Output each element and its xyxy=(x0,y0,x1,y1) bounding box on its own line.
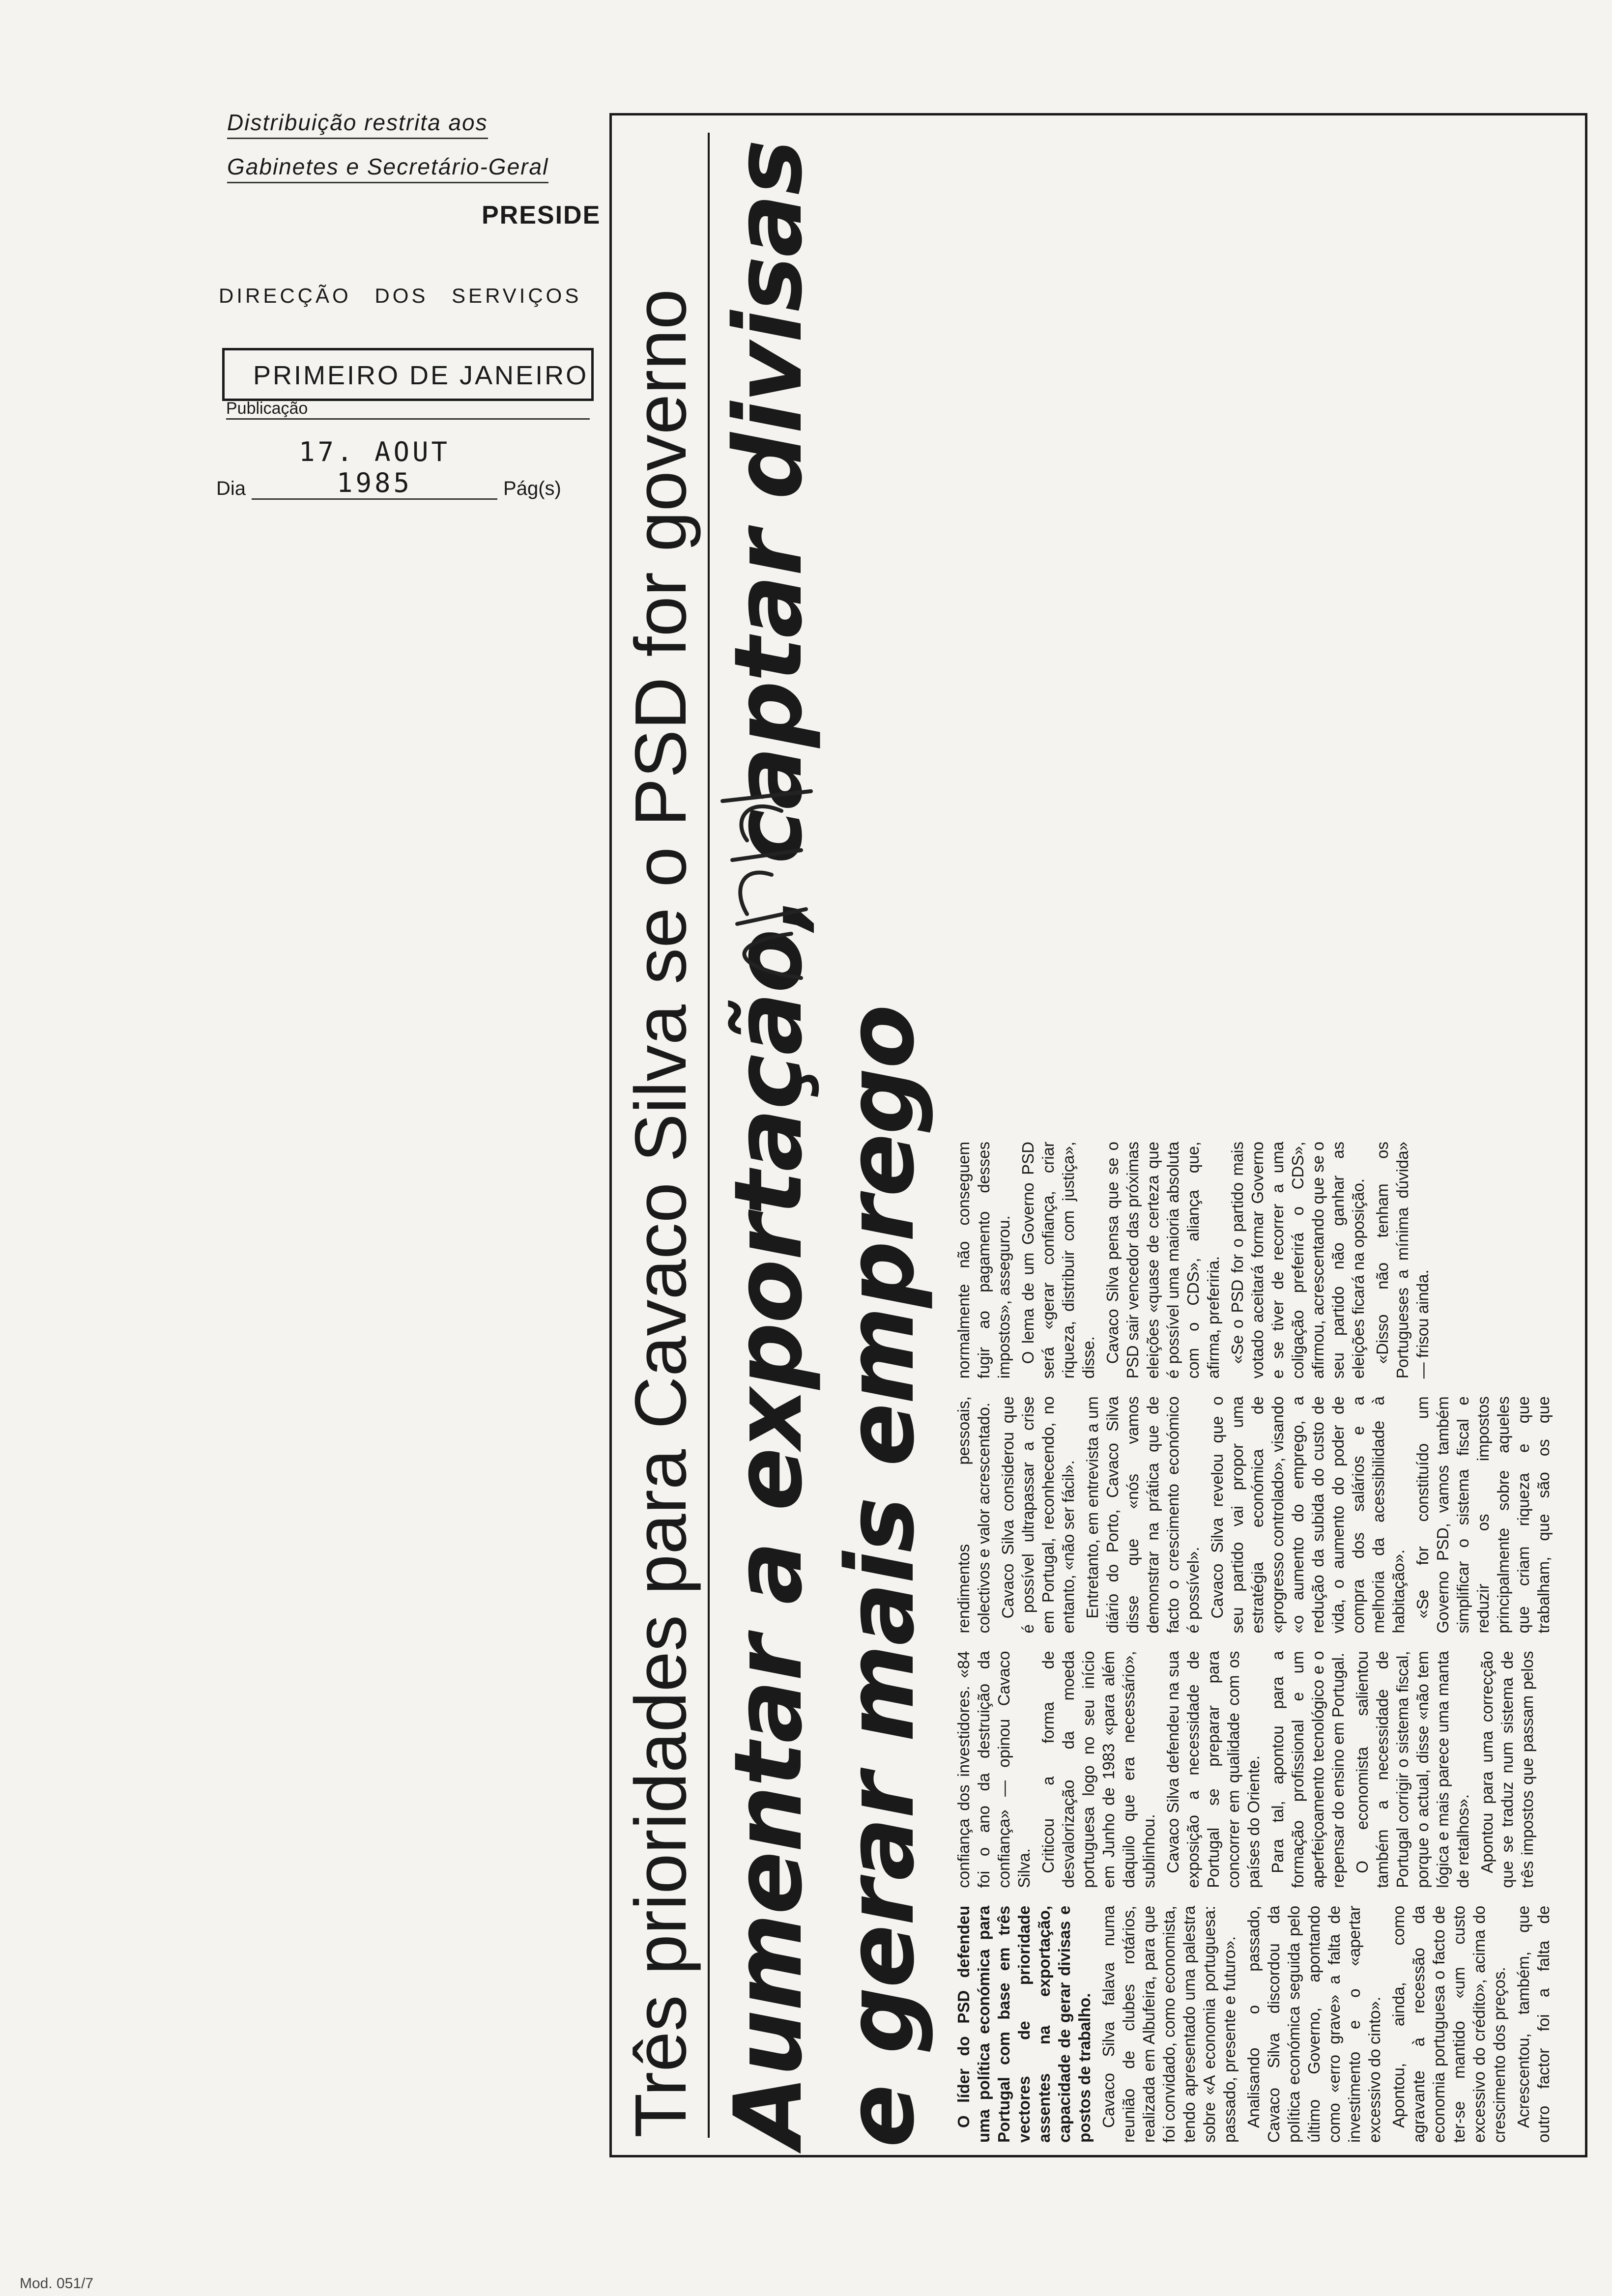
article-paragraph: «Se o PSD for o partido mais votado aceitará formar Governo e se tiver de recorrer a uma coligação preferirá o CDS», afirmou, acrescentando que se o seu partido não ganhar as eleições ficará na oposição. xyxy=(1228,1142,1367,1379)
department-label: DIRECÇÃO DOS SERVIÇOS xyxy=(219,284,582,307)
article-paragraph: Entretanto, em entrevista a um diário do Porto, Cavaco Silva disse que «nós vamos demonstrar na prática que de facto o crescimento económico é possível». xyxy=(1083,1396,1202,1634)
article-paragraph: O líder do PSD defendeu uma política económica para Portugal com base em três vectores de prioridade assentes na exportação, capacidade de gerar divisas e postos de trabalho. xyxy=(954,1905,1094,2143)
date-label: Dia xyxy=(216,478,246,499)
article-paragraph: Cavaco Silva defendeu na sua exposição a necessidade de Portugal se preparar para concorrer em qualidade com os países do Oriente. xyxy=(1164,1651,1263,1888)
article-paragraph: «Se for constituído um Governo PSD, vamos também simplificar o sistema fiscal e reduzir os impostos principalmente sobre aqueles que criam riqueza e que trabalham, que são os que normalmente não conseguem fugir ao pagamento desses impostos», assegurou. xyxy=(954,1142,1553,1634)
page-label: Pág(s) xyxy=(503,478,561,499)
handwritten-annotation xyxy=(703,781,831,988)
publication-box xyxy=(222,348,594,401)
article-headline xyxy=(713,123,937,2148)
article-body xyxy=(953,123,1568,2143)
article-paragraph: O economista salientou também a necessidade de Portugal corrigir o sistema fiscal, porque o actual, disse «não tem lógica e mais parece uma manta de retalhos». xyxy=(1353,1651,1472,1888)
article-paragraph: Cavaco Silva pensa que se o PSD sair vencedor das próximas eleições «quase de certeza que é possível uma maioria absoluta com o CDS», aliança que, afirma, preferiria. xyxy=(1103,1142,1222,1379)
article-paragraph: Apontou, ainda, como agravante à recessão da economia portuguesa o facto de ter-se mantido «um custo excessivo do crédito», acima do crescimento dos preços. xyxy=(1389,1905,1508,2143)
publication-label: Publicação xyxy=(226,399,590,420)
headline-line-1: Aumentar a exportação, captar divisas xyxy=(714,140,823,2148)
form-code: Mod. 051/7 xyxy=(20,2275,94,2292)
distribution-line-2: Gabinetes e Secretário-Geral xyxy=(227,153,548,183)
article-paragraph: «Disso não tenham os Portugueses a mínima dúvida» — frisou ainda. xyxy=(1373,1142,1432,1379)
headline-line-2: e gerar mais emprego xyxy=(826,1005,935,2148)
publication-name: PRIMEIRO DE JANEIRO xyxy=(253,361,589,390)
office-label: PRESIDE xyxy=(482,201,601,230)
date-line xyxy=(216,436,561,500)
article-paragraph: Analisando o passado, Cavaco Silva discordou da política económica seguida pelo último Governo, apontando como «erro grave» a falta de investimento e o «apertar excessivo do cinto». xyxy=(1244,1905,1383,2143)
article-paragraph: Acrescentou, também, que outro factor foi a falta de confiança dos investidores. «84 foi o ano da destruição da confiança» — opinou Cavaco Silva. xyxy=(954,1651,1553,2143)
newspaper-clipping xyxy=(609,113,1587,2157)
article-paragraph: Cavaco Silva considerou que é possível ultrapassar a crise em Portugal, reconhecendo, no entanto, «não ser fácil». xyxy=(999,1396,1077,1634)
article-paragraph: Cavaco Silva falava numa reunião de clubes rotários, realizada em Albufeira, para que foi convidado, como economista, tendo apresentado uma palestra sobre «A economia portuguesa: passado, presente e futuro». xyxy=(1099,1905,1238,2143)
distribution-line-1: Distribuição restrita aos xyxy=(227,109,488,139)
article-paragraph: Cavaco Silva revelou que o seu partido vai propor uma estratégia económica de «progresso controlado», visando «o aumento do emprego, a redução da subida do custo de vida, o aumento do poder de compra dos salários e a melhoria da acessibilidade à habitação». xyxy=(1208,1396,1408,1634)
article-paragraph: O lema de um Governo PSD será «gerar confiança, criar riqueza, distribuir com justiça», disse. xyxy=(1019,1142,1097,1379)
article-paragraph: Criticou a forma de desvalorização da moeda portuguesa logo no seu início em Junho de 1983 «para além daquilo que era necessário», sublinhou. xyxy=(1039,1651,1158,1888)
article-paragraph: Para tal, apontou para a formação profissional e um aperfeiçoamento tecnológico e o repensar do ensino em Portugal. xyxy=(1268,1651,1347,1888)
article-kicker: Três prioridades para Cavaco Silva se o PSD for governo xyxy=(614,133,710,2138)
date-value: 17. AOUT 1985 xyxy=(252,436,497,500)
article-paragraph: Apontou para uma correcção que se traduz num sistema de três impostos que passam pelos rendimentos pessoais, colectivos e valor acrescentado. xyxy=(954,1396,1536,1888)
